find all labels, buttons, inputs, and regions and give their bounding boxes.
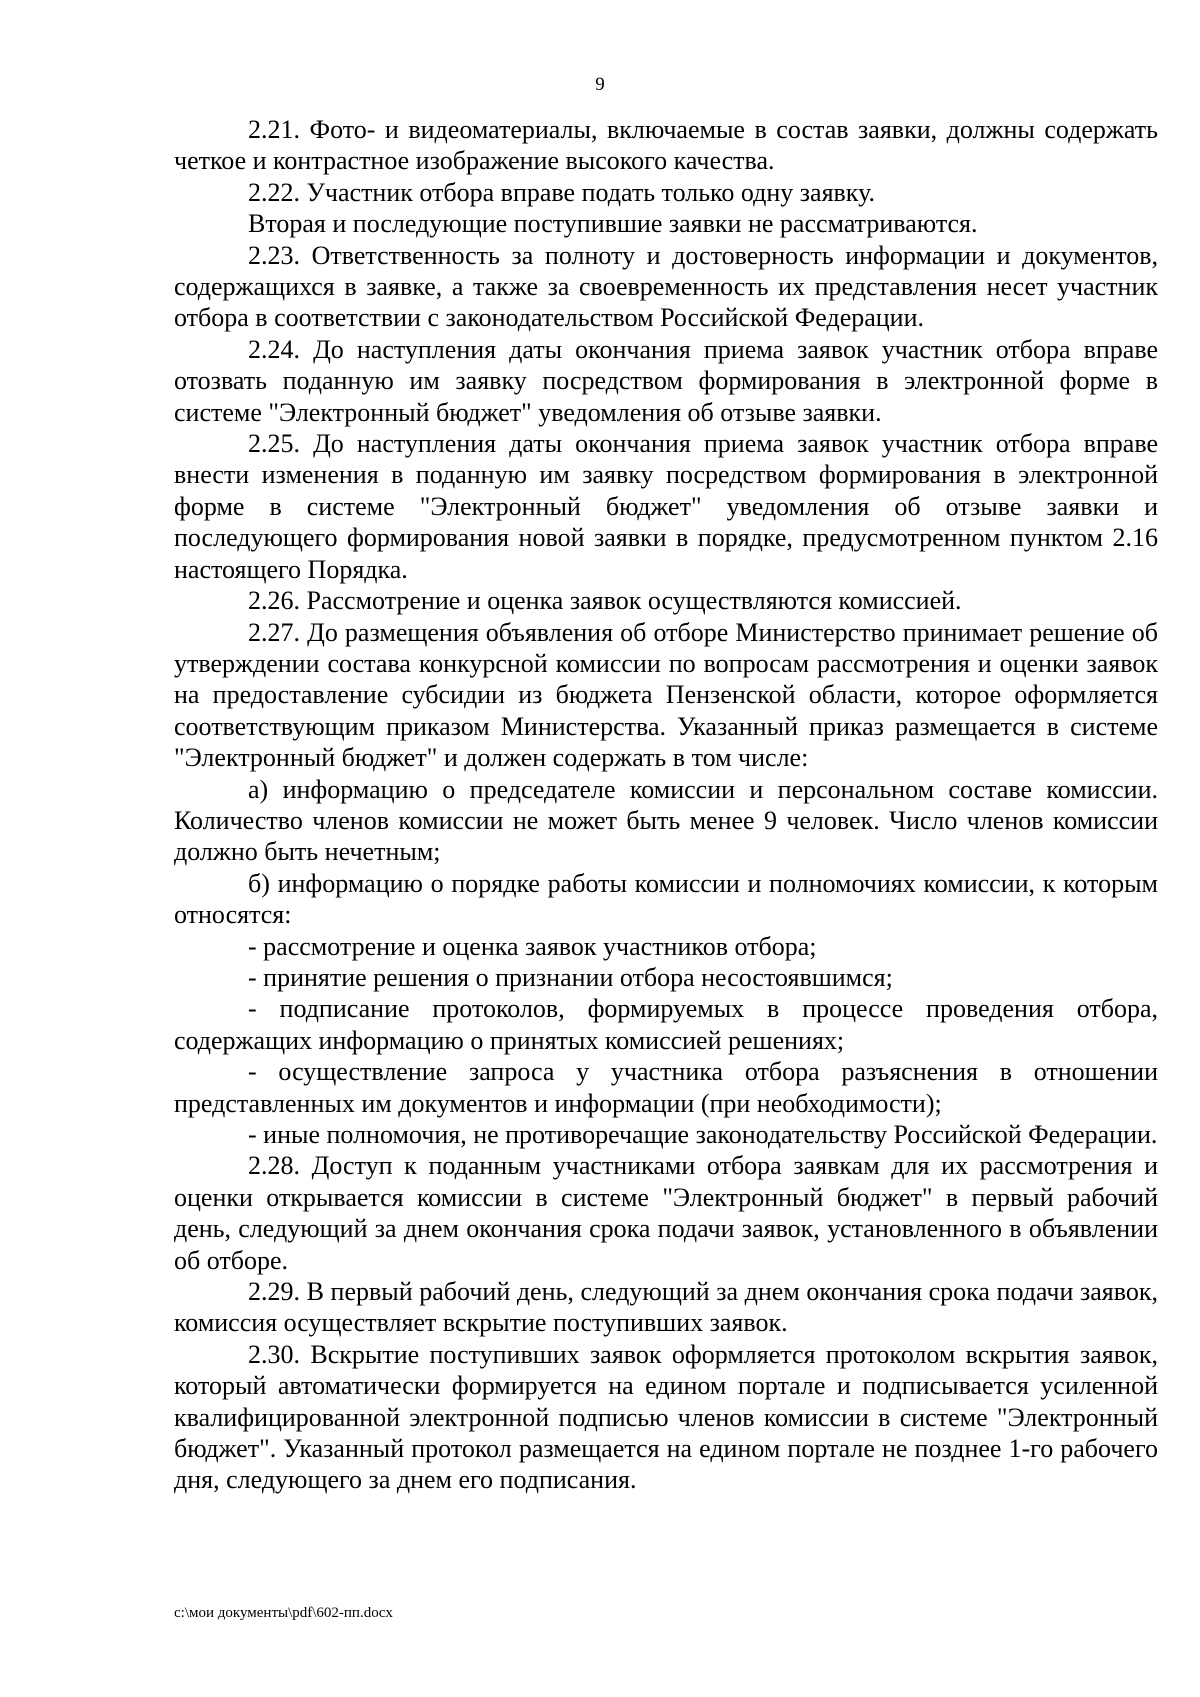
paragraph-2-27: 2.27. До размещения объявления об отборе Министерство принимает решение об утверждении состава конкурсной комиссии по вопросам рассмотрения и оценки заявок на предоставление субсидии из бюджета Пензенской области, которое оформляется соответствующим приказом Министерства. Указанный приказ размещается в системе "Электронный бюджет" и должен содержать в том числе: (174, 617, 1158, 773)
paragraph-2-26: 2.26. Рассмотрение и оценка заявок осуществляются комиссией. (248, 586, 962, 616)
paragraph-2-27-b: б) информацию о порядке работы комиссии и полномочиях комиссии, к которым относятся: (174, 868, 1158, 930)
footer-file-path: c:\мои документы\pdf\602-пп.docx (174, 1605, 393, 1621)
paragraph-2-23: 2.23. Ответственность за полноту и достоверность информации и документов, содержащихся в заявке, а также за своевременность их представления несет участник отбора в соответствии с законодательством Российской Федерации. (174, 240, 1158, 333)
paragraph-2-30: 2.30. Вскрытие поступивших заявок оформляется протоколом вскрытия заявок, который автоматически формируется на едином портале и подписывается усиленной квалифицированной электронной подписью членов комиссии в системе "Электронный бюджет". Указанный протокол размещается на едином портале не позднее 1-го рабочего дня, следующего за днем его подписания. (174, 1339, 1158, 1495)
list-item-failed-selection: - принятие решения о признании отбора несостоявшимся; (248, 962, 893, 992)
paragraph-2-22: 2.22. Участник отбора вправе подать только одну заявку. (248, 177, 875, 207)
paragraph-2-22-continued: Вторая и последующие поступившие заявки не рассматриваются. (248, 209, 978, 239)
list-item-signing-protocols: - подписание протоколов, формируемых в процессе проведения отбора, содержащих информацию о принятых комиссией решениях; (174, 994, 1158, 1055)
paragraph-2-24: 2.24. До наступления даты окончания приема заявок участник отбора вправе отозвать поданную им заявку посредством формирования в электронной форме в системе "Электронный бюджет" уведомления об отзыве заявки. (174, 334, 1158, 427)
paragraph-2-21: 2.21. Фото- и видеоматериалы, включаемые в состав заявки, должны содержать четкое и контрастное изображение высокого качества. (174, 115, 1158, 176)
document-body (174, 114, 1158, 1496)
page-number: 9 (595, 74, 605, 95)
list-item-review: - рассмотрение и оценка заявок участников отбора; (248, 931, 817, 961)
list-item-other-powers: - иные полномочия, не противоречащие законодательству Российской Федерации. (248, 1120, 1158, 1149)
list-item-clarification-request: - осуществление запроса у участника отбора разъяснения в отношении представленных им документов и информации (при необходимости); (174, 1057, 1158, 1118)
paragraph-2-28: 2.28. Доступ к поданным участниками отбора заявкам для их рассмотрения и оценки открывается комиссии в системе "Электронный бюджет" в первый рабочий день, следующий за днем окончания срока подачи заявок, установленного в объявлении об отборе. (174, 1151, 1158, 1275)
paragraph-2-27-a: а) информацию о председателе комиссии и персональном составе комиссии. Количество членов комиссии не может быть менее 9 человек. Число членов комиссии должно быть нечетным; (174, 774, 1158, 867)
paragraph-2-25: 2.25. До наступления даты окончания приема заявок участник отбора вправе внести изменения в поданную им заявку посредством формирования в электронной форме в системе "Электронный бюджет" уведомления об отзыве заявки и последующего формирования новой заявки в порядке, предусмотренном пунктом 2.16 настоящего Порядка. (174, 429, 1158, 584)
paragraph-2-29: 2.29. В первый рабочий день, следующий за днем окончания срока подачи заявок, комиссия осуществляет вскрытие поступивших заявок. (174, 1277, 1158, 1338)
